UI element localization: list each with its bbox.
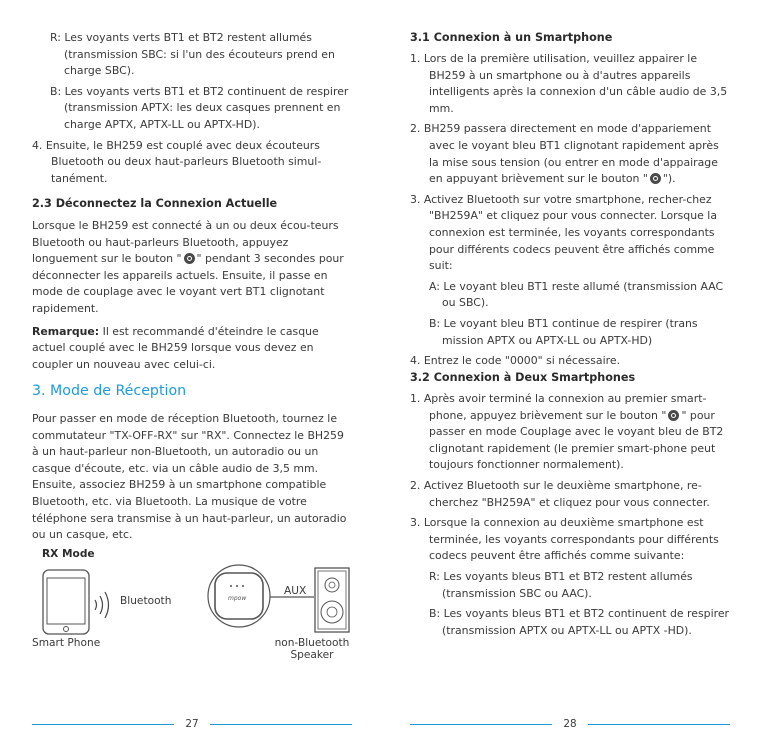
- speaker-label: non-Bluetooth Speaker: [274, 637, 350, 661]
- page-number: 27: [185, 718, 199, 730]
- rx-mode-diagram: [32, 548, 352, 661]
- heading-3-2: 3.2 Connexion à Deux Smartphones: [410, 371, 636, 384]
- step-4: 4. Ensuite, le BH259 est couplé avec deux écouteurs Bluetooth ou deux haut-parleurs Bluetooth simul-tanément.: [32, 138, 322, 185]
- b-item-right: B: Le voyant bleu BT1 continue de respirer (trans mission APTX ou APTX-LL ou APTX-HD): [429, 316, 698, 347]
- r2-item: R: Les voyants bleus BT1 et BT2 restent allumés (transmission SBC ou AAC).: [429, 569, 693, 600]
- device-brand: mpow: [228, 595, 247, 602]
- power-button-icon: [650, 173, 661, 184]
- a-item: A: Le voyant bleu BT1 reste allumé (transmission AAC ou SBC).: [429, 279, 724, 310]
- page-number: 28: [563, 718, 577, 730]
- footer-right: [410, 718, 730, 732]
- para-3: Pour passer en mode de réception Bluetooth, tournez le commutateur "TX-OFF-RX" sur "RX". Connectez le BH259 à un haut-parleur non-Bluetooth, un autoradio ou un casque d'écoute, etc. via un câble audio de 3,5 mm. Ensuite, associez BH259 à un smartphone compatible Bluetooth, etc. via Bluetooth. La musique de votre téléphone sera transmise à un haut-parleur, un autoradio ou un casque, etc.: [32, 412, 347, 542]
- diagram-title: RX Mode: [42, 548, 95, 560]
- t-step-3: 3. Lorsque la connexion au deuxième smartphone est terminée, les voyants correspondants pour différents codecs peuvent être affichés comme suivante:: [410, 516, 719, 563]
- aux-label: AUX: [284, 585, 307, 597]
- power-button-icon: [668, 410, 679, 421]
- power-button-icon: [184, 253, 195, 264]
- speaker-icon: [315, 568, 349, 632]
- r-step-4: 4. Entrez le code "0000" si nécessaire.: [410, 354, 621, 368]
- r-step-1: 1. Lors de la première utilisation, veuillez appairer le BH259 à un smartphone ou à d'autres appareils intelligents après la connexion d'un câble audio de 3,5 mm.: [410, 52, 728, 115]
- r-step-2: 2. BH259 passera directement en mode d'appariement avec le voyant bleu BT1 clignotant rapidement après la mise sous tension (ou entrer en mode d'appairage en appuyant brièvement sur le bouton " ").: [410, 122, 719, 186]
- bluetooth-waves-icon: [95, 592, 109, 618]
- para-2-3: Lorsque le BH259 est connecté à un ou deux écou-teurs Bluetooth ou haut-parleurs Bluetooth, appuyez longuement sur le bouton " " pendant 3 secondes pour déconnecter les appareils actuels. Ensuite, il passe en mode de couplage avec le voyant vert BT1 clignotant rapidement.: [32, 219, 344, 315]
- phone-label: Smart Phone: [32, 637, 101, 649]
- b-item: B: Les voyants verts BT1 et BT2 continuent de respirer (transmission APTX: les deux casques prennent en charge APTX, APTX-LL ou APTX-HD).: [50, 84, 349, 131]
- b2-item: B: Les voyants bleus BT1 et BT2 continuent de respirer (transmission APTX ou APTX-LL ou APTX -HD).: [429, 607, 730, 637]
- r-item: R: Les voyants verts BT1 et BT2 restent allumés (transmission SBC: si l'un des écouteurs prend en charge SBC).: [50, 31, 335, 78]
- heading-3-1: 3.1 Connexion à un Smartphone: [410, 31, 613, 44]
- heading-3: 3. Mode de Réception: [32, 383, 187, 399]
- heading-2-3: 2.3 Déconnectez la Connexion Actuelle: [32, 197, 278, 210]
- t-step-1: 1. Après avoir terminé la connexion au premier smart-phone, appuyez brièvement sur le bouton " " pour passer en mode Couplage avec le voyant bleu de BT2 clignotant rapidement (le premier smart-phone peut toujours fonctionner normalement).: [410, 392, 724, 472]
- smartphone-icon: [43, 570, 89, 634]
- bluetooth-label: Bluetooth: [120, 595, 172, 607]
- footer-left: [32, 718, 352, 732]
- remark: Remarque: Il est recommandé d'éteindre le casque actuel couplé avec le BH259 lorsque vous devez en coupler un nouveau avec celui-ci.: [32, 324, 319, 371]
- t-step-2: 2. Activez Bluetooth sur le deuxième smartphone, re-cherchez "BH259A" et cliquez pour vous connecter.: [410, 478, 710, 509]
- r-step-3: 3. Activez Bluetooth sur votre smartphone, recher-chez "BH259A" et cliquez pour vous connecter. Lorsque la connexion est terminée, les voyants correspondants pour différents codecs peuvent être affichés comme suit:: [410, 192, 717, 273]
